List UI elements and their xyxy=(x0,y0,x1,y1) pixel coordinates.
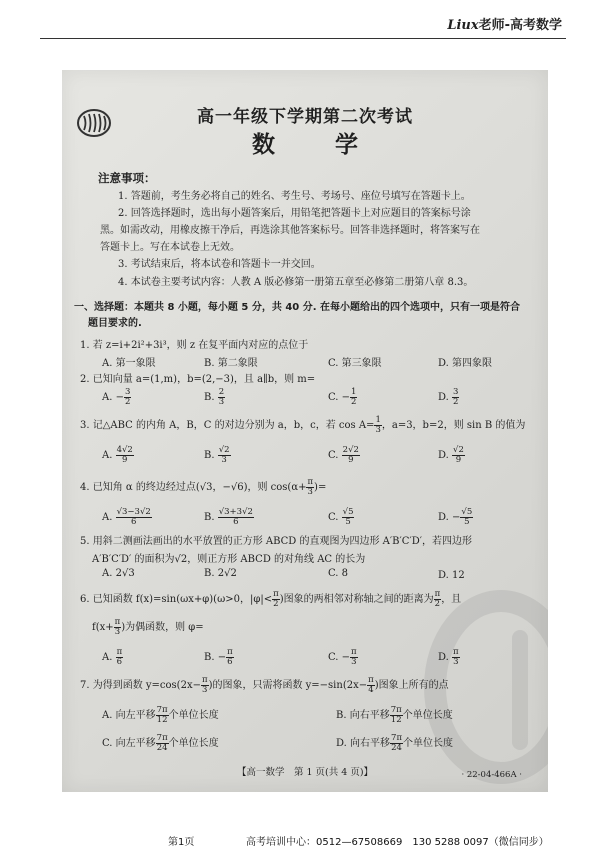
q3-option-a: A. $\frac{4√2}{9}$ xyxy=(102,445,133,465)
q1-option-d: D. 第四象限 xyxy=(438,358,493,369)
question-5-line2: A′B′C′D′ 的面积为√2，则正方形 ABCD 的对角线 AC 的长为 xyxy=(92,554,366,565)
notice-item: 4. 本试卷主要考试内容：人教 A 版必修第一册第五章至必修第二册第八章 8.3。 xyxy=(118,277,474,288)
q6-option-c: C. − $\frac{\pi}{3}$ xyxy=(328,647,357,667)
q5-option-c: C. 8 xyxy=(328,568,349,579)
q5-option-b: B. 2√2 xyxy=(204,568,237,579)
exam-title: 高一年级下学期第二次考试 xyxy=(197,107,413,127)
q2-option-a: A. − $\frac{3}{2}$ xyxy=(102,387,131,407)
page-number: 第1页 xyxy=(168,837,195,848)
q2-option-b: B. $\frac{2}{3}$ xyxy=(204,387,225,407)
question-6-line2: f(x+ $\frac{\pi}{3}$ )为偶函数，则 φ= xyxy=(92,617,204,637)
notice-item: 1. 答题前，考生务必将自己的姓名、考生号、考场号、座位号填写在答题卡上。 xyxy=(118,191,471,202)
top-header xyxy=(447,14,562,33)
header-rule xyxy=(40,38,566,39)
paper-page-footer: 【高一数学 第 1 页(共 4 页)】 xyxy=(236,767,374,778)
q4-option-b: B. $\frac{√3+3√2}{6}$ xyxy=(204,507,253,527)
q1-option-a: A. 第一象限 xyxy=(102,358,156,369)
q1-option-c: C. 第三象限 xyxy=(328,358,382,369)
notice-item: 3. 考试结束后，将本试卷和答题卡一并交回。 xyxy=(118,259,321,270)
exam-paper xyxy=(62,70,548,792)
section-heading xyxy=(74,300,534,332)
q6-option-b: B. − $\frac{\pi}{6}$ xyxy=(204,647,233,667)
notice-item: 2. 回答选择题时，选出每小题答案后，用铅笔把答题卡上对应题目的答案标号涂 xyxy=(118,208,471,219)
q5-option-d: D. 12 xyxy=(438,570,465,581)
contact-info: 高考培训中心：0512—67508669 130 5288 0097（微信同步） xyxy=(246,837,549,848)
exam-subject: 数 学 xyxy=(251,131,384,158)
section-line: 一、选择题：本题共 8 小题，每小题 5 分，共 40 分. 在每小题给出的四个选项中，只有一项是符合 xyxy=(74,302,521,313)
question-7-stem: 7. 为得到函数 y=cos(2x− $\frac{\pi}{3}$ )的图象，只需将函数 y=−sin(2x− $\frac{\pi}{4}$ )图象上所有的点 xyxy=(80,675,449,695)
watermark-bar xyxy=(512,630,528,750)
notice-item: 答题卡上。写在本试卷上无效。 xyxy=(100,242,240,253)
q3-option-b: B. $\frac{√2}{3}$ xyxy=(204,445,230,465)
q2-option-d: D. $\frac{3}{2}$ xyxy=(438,387,459,407)
q7-option-a: A. 向左平移 $\frac{7\pi}{12}$ 个单位长度 xyxy=(102,705,219,725)
q3-option-c: C. $\frac{2√2}{9}$ xyxy=(328,445,359,465)
q1-option-b: B. 第二象限 xyxy=(204,358,258,369)
q6-option-a: A. $\frac{\pi}{6}$ xyxy=(102,647,123,667)
notice-item: 黑。如需改动，用橡皮擦干净后，再选涂其他答案标号。回答非选择题时，将答案写在 xyxy=(100,225,480,236)
q5-option-a: A. 2√3 xyxy=(102,568,135,579)
q7-option-d: D. 向右平移 $\frac{7\pi}{24}$ 个单位长度 xyxy=(336,733,454,753)
q6-option-d: D. $\frac{\pi}{3}$ xyxy=(438,647,459,667)
question-1-stem: 1. 若 z=i+2i²+3i³，则 z 在复平面内对应的点位于 xyxy=(80,340,309,351)
question-6-line1: 6. 已知函数 f(x)=sin(ωx+φ)(ω>0，|φ|< $\frac{\pi}{2}$ )图象的两相邻对称轴之间的距离为 $\frac{\pi}{2}$ ，且 xyxy=(80,589,462,609)
question-5-line1: 5. 用斜二测画法画出的水平放置的正方形 ABCD 的直观图为四边形 A′B′C′D′，若四边形 xyxy=(80,536,473,547)
question-2-stem: 2. 已知向量 a=(1,m)，b=(2,−3)，且 a∥b，则 m= xyxy=(80,374,316,385)
section-line: 题目要求的. xyxy=(88,318,142,329)
q7-option-b: B. 向右平移 $\frac{7\pi}{12}$ 个单位长度 xyxy=(336,705,453,725)
q7-option-c: C. 向左平移 $\frac{7\pi}{24}$ 个单位长度 xyxy=(102,733,219,753)
q4-option-a: A. $\frac{√3-3√2}{6}$ xyxy=(102,507,151,527)
question-3-stem: 3. 记△ABC 的内角 A，B，C 的对边分别为 a，b，c，若 cos A= $\frac{1}{3}$ ，a=3，b=2，则 sin B 的值为 xyxy=(80,415,526,435)
header-text: 老师-高考数学 xyxy=(478,18,562,33)
q2-option-c: C. − $\frac{1}{2}$ xyxy=(328,387,357,407)
q3-option-d: D. $\frac{√2}{9}$ xyxy=(438,445,464,465)
q4-option-d: D. − $\frac{√5}{5}$ xyxy=(438,507,473,527)
paper-code: · 22-04-466A · xyxy=(461,770,522,780)
brand-name: Liux xyxy=(447,18,479,33)
question-4-stem: 4. 已知角 α 的终边经过点(√3，−√6)，则 cos(α+ $\frac{\pi}{3}$ )= xyxy=(80,477,327,497)
notice-title: 注意事项： xyxy=(98,171,156,185)
q4-option-c: C. $\frac{√5}{5}$ xyxy=(328,507,354,527)
